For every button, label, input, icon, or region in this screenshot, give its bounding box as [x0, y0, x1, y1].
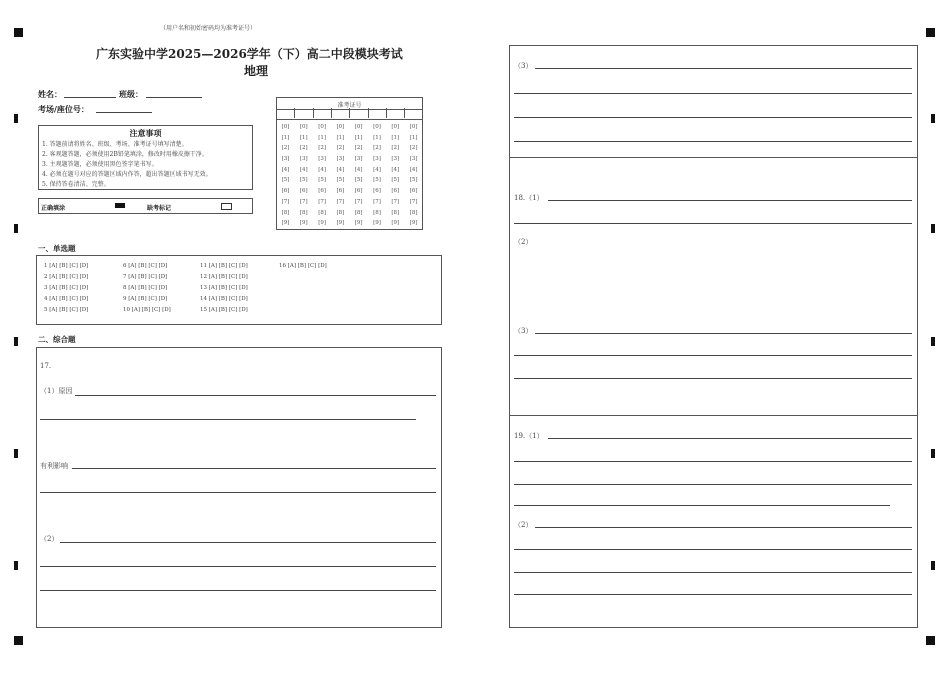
exam-id-bubble[interactable]: [7] — [391, 198, 400, 205]
header-note: （用户名和初始密码均为准考证号） — [160, 25, 257, 32]
q19-part2-label: （2） — [514, 521, 533, 529]
exam-id-bubble[interactable]: [5] — [373, 177, 381, 184]
notice-item: 2. 客观题答题，必须使用2B铅笔填涂，修改时用橡皮擦干净。 — [42, 151, 208, 158]
exam-id-bubble[interactable]: [3] — [336, 156, 345, 163]
exam-id-bubble[interactable]: [0] — [409, 124, 418, 130]
exam-id-column — [370, 122, 385, 229]
exam-id-bubble[interactable]: [4] — [318, 166, 326, 173]
exam-id-bubble[interactable]: [9] — [409, 220, 418, 227]
exam-id-bubble[interactable]: [2] — [336, 145, 345, 152]
registration-mark — [14, 28, 23, 37]
exam-id-bubble[interactable]: [7] — [409, 198, 418, 205]
registration-mark — [926, 636, 935, 645]
section2-title: 二、综合题 — [38, 335, 76, 344]
mc-question[interactable]: 15 [A] [B] [C] [D] — [200, 307, 248, 313]
fill-example-box — [38, 198, 253, 214]
exam-id-bubble[interactable]: [0] — [299, 124, 308, 130]
class-label: 班级： — [119, 90, 143, 99]
exam-id-label: 准考证号 — [337, 102, 362, 109]
timing-mark — [931, 449, 935, 458]
notice-item: 1. 答题前请将姓名、班级、考场、准考证号填写清楚。 — [42, 141, 188, 148]
exam-id-separator — [386, 108, 387, 118]
exam-id-bubble[interactable]: [6] — [409, 188, 418, 195]
answer-line[interactable] — [535, 527, 912, 528]
q17-part1-label: （1）原因 — [40, 387, 73, 395]
subject-title: 地理 — [244, 64, 269, 78]
exam-id-bubble[interactable]: [8] — [299, 209, 308, 216]
exam-id-bubble[interactable]: [4] — [299, 166, 308, 173]
q17-part3-label: （3） — [514, 62, 533, 70]
exam-id-bubble[interactable]: [7] — [354, 198, 363, 205]
exam-id-column — [351, 122, 366, 229]
exam-id-bubble[interactable]: [3] — [354, 156, 363, 163]
exam-id-bubble[interactable]: [6] — [354, 188, 363, 195]
room-field[interactable] — [96, 112, 152, 113]
exam-id-bubble[interactable]: [9] — [318, 220, 326, 227]
exam-id-separator — [349, 108, 350, 118]
exam-id-bubble[interactable]: [1] — [373, 134, 381, 141]
answer-line[interactable] — [40, 419, 416, 420]
exam-id-bubble[interactable]: [6] — [391, 188, 400, 195]
exam-id-bubble[interactable]: [3] — [299, 156, 308, 163]
q17-part2-label: （2） — [40, 535, 59, 543]
mc-question[interactable]: 8 [A] [B] [C] [D] — [123, 285, 168, 291]
exam-id-bubble[interactable]: [5] — [354, 177, 363, 184]
exam-id-bubble[interactable]: [1] — [391, 134, 400, 141]
exam-id-bubble[interactable]: [1] — [354, 134, 363, 141]
exam-id-bubble[interactable]: [8] — [409, 209, 418, 216]
answer-line[interactable] — [514, 594, 912, 595]
room-label: 考场/座位号： — [38, 105, 89, 114]
answer-line[interactable] — [514, 484, 912, 485]
exam-id-bubble[interactable]: [9] — [336, 220, 345, 227]
notice-item: 3. 主观题答题，必须使用黑色签字笔书写。 — [42, 161, 158, 168]
timing-mark — [14, 449, 18, 458]
correct-fill-label: 正确填涂 — [41, 205, 66, 212]
answer-line[interactable] — [40, 566, 436, 567]
exam-id-bubble[interactable]: [0] — [373, 124, 381, 130]
answer-line[interactable] — [514, 378, 912, 379]
missing-mark-label: 缺考标记 — [147, 205, 172, 212]
answer-line[interactable] — [535, 68, 912, 69]
answer-line[interactable] — [514, 93, 912, 94]
exam-id-bubble[interactable]: [3] — [391, 156, 400, 163]
missing-mark-box[interactable] — [221, 203, 232, 210]
exam-id-bubble[interactable]: [1] — [299, 134, 308, 141]
notice-heading: 注意事项 — [129, 128, 162, 138]
exam-id-separator — [368, 108, 369, 118]
exam-id-bubble[interactable]: [2] — [391, 145, 400, 152]
q18-part3-label: （3） — [514, 327, 533, 335]
exam-id-bubble[interactable]: [9] — [354, 220, 363, 227]
exam-id-bubble[interactable]: [0] — [281, 124, 290, 130]
exam-id-bubble[interactable]: [4] — [354, 166, 363, 173]
exam-id-bubble[interactable]: [2] — [354, 145, 363, 152]
page-title: 广东实验中学2025—2026学年（下）高二中段模块考试 — [96, 47, 403, 61]
q18-part2-label: （2） — [514, 238, 533, 246]
mc-question[interactable]: 14 [A] [B] [C] [D] — [200, 296, 248, 302]
exam-id-column — [333, 122, 348, 229]
q17-part1b-label: 有利影响 — [40, 462, 68, 470]
answer-line[interactable] — [514, 572, 912, 573]
exam-id-bubble[interactable]: [0] — [354, 124, 363, 130]
exam-id-bubble[interactable]: [1] — [336, 134, 345, 141]
exam-id-bubble[interactable]: [4] — [281, 166, 290, 173]
exam-id-bubble[interactable]: [4] — [409, 166, 418, 173]
exam-id-bubble[interactable]: [9] — [299, 220, 308, 227]
q17-answer-box — [36, 347, 442, 628]
exam-id-bubble[interactable]: [7] — [281, 198, 290, 205]
exam-id-bubble[interactable]: [6] — [336, 188, 345, 195]
answer-line[interactable] — [514, 461, 912, 462]
registration-mark — [926, 28, 935, 37]
answer-line[interactable] — [514, 117, 912, 118]
mc-question[interactable]: 13 [A] [B] [C] [D] — [200, 285, 248, 291]
exam-id-bubble[interactable]: [4] — [336, 166, 345, 173]
exam-id-separator — [404, 108, 405, 118]
exam-id-bubble[interactable]: [8] — [391, 209, 400, 216]
q18-part1-label: 18.（1） — [514, 194, 544, 202]
notice-item: 4. 必须在题号对应的答题区域内作答，超出答题区域书写无效。 — [42, 171, 212, 178]
exam-id-bubble[interactable]: [8] — [373, 209, 381, 216]
exam-id-bubble[interactable]: [5] — [299, 177, 308, 184]
exam-id-bubble[interactable]: [9] — [281, 220, 290, 227]
correct-fill-sample — [115, 203, 125, 208]
exam-id-bubble[interactable]: [2] — [409, 145, 418, 152]
exam-id-column — [296, 122, 311, 229]
answer-line[interactable] — [40, 492, 436, 493]
mc-question[interactable]: 2 [A] [B] [C] [D] — [44, 274, 89, 280]
exam-id-bubble[interactable]: [5] — [281, 177, 290, 184]
answer-line[interactable] — [514, 549, 912, 550]
timing-mark — [14, 561, 18, 570]
notice-box — [38, 125, 253, 190]
answer-line[interactable] — [514, 141, 912, 142]
timing-mark — [931, 337, 935, 346]
exam-id-bubble[interactable]: [3] — [318, 156, 326, 163]
q17-number: 17. — [40, 362, 52, 370]
mc-question[interactable]: 3 [A] [B] [C] [D] — [44, 285, 89, 291]
exam-id-bubble[interactable]: [5] — [336, 177, 345, 184]
exam-id-separator — [331, 108, 332, 118]
exam-id-bubble[interactable]: [5] — [318, 177, 326, 184]
exam-id-column — [388, 122, 403, 229]
exam-id-divider — [277, 119, 422, 120]
exam-id-bubble[interactable]: [2] — [281, 145, 290, 152]
timing-mark — [931, 224, 935, 233]
exam-id-bubble[interactable]: [3] — [373, 156, 381, 163]
exam-id-bubble[interactable]: [6] — [373, 188, 381, 195]
exam-id-bubble[interactable]: [8] — [336, 209, 345, 216]
section1-title: 一、单选题 — [38, 244, 76, 253]
exam-id-bubble[interactable]: [1] — [409, 134, 418, 141]
answer-line[interactable] — [60, 542, 436, 543]
notice-item: 5. 保持答卷清洁、完整。 — [42, 181, 110, 188]
exam-id-column — [315, 122, 330, 229]
answer-line[interactable] — [548, 200, 912, 201]
answer-line[interactable] — [535, 333, 912, 334]
exam-id-bubble[interactable]: [1] — [281, 134, 290, 141]
exam-id-bubble[interactable]: [6] — [281, 188, 290, 195]
exam-id-bubble[interactable]: [2] — [373, 145, 381, 152]
exam-id-bubble[interactable]: [0] — [336, 124, 345, 130]
answer-line[interactable] — [514, 355, 912, 356]
exam-id-column — [406, 122, 421, 229]
name-label: 姓名： — [38, 90, 62, 99]
answer-line[interactable] — [75, 395, 436, 396]
exam-id-bubble[interactable]: [9] — [373, 220, 381, 227]
timing-mark — [931, 561, 935, 570]
exam-id-bubble[interactable]: [5] — [391, 177, 400, 184]
mc-question[interactable]: 6 [A] [B] [C] [D] — [123, 263, 168, 269]
exam-id-bubble[interactable]: [3] — [409, 156, 418, 163]
class-field[interactable] — [146, 97, 202, 98]
exam-id-bubble[interactable]: [9] — [391, 220, 400, 227]
exam-id-bubble[interactable]: [0] — [318, 124, 326, 130]
exam-id-separator — [313, 108, 314, 118]
answer-line[interactable] — [514, 223, 912, 224]
exam-id-bubble[interactable]: [8] — [354, 209, 363, 216]
mc-question[interactable]: 7 [A] [B] [C] [D] — [123, 274, 168, 280]
answer-line[interactable] — [40, 590, 436, 591]
exam-id-bubble[interactable]: [8] — [318, 209, 326, 216]
answer-line[interactable] — [72, 468, 436, 469]
exam-id-bubble[interactable]: [2] — [299, 145, 308, 152]
mc-question[interactable]: 5 [A] [B] [C] [D] — [44, 307, 89, 313]
mc-question[interactable]: 4 [A] [B] [C] [D] — [44, 296, 89, 302]
exam-id-bubble[interactable]: [3] — [281, 156, 290, 163]
timing-mark — [931, 114, 935, 123]
mc-question[interactable]: 1 [A] [B] [C] [D] — [44, 263, 89, 269]
mc-question[interactable]: 9 [A] [B] [C] [D] — [123, 296, 168, 302]
exam-id-bubble[interactable]: [6] — [318, 188, 326, 195]
q19-answer-box — [509, 415, 918, 628]
exam-id-separator — [294, 108, 295, 118]
exam-id-bubble[interactable]: [1] — [318, 134, 326, 141]
exam-id-bubble[interactable]: [4] — [391, 166, 400, 173]
exam-id-bubble[interactable]: [7] — [299, 198, 308, 205]
name-field[interactable] — [64, 97, 116, 98]
mc-question[interactable]: 12 [A] [B] [C] [D] — [200, 274, 248, 280]
mc-question[interactable]: 10 [A] [B] [C] [D] — [123, 307, 171, 313]
answer-line[interactable] — [548, 438, 912, 439]
timing-mark — [14, 114, 18, 123]
exam-id-bubble[interactable]: [6] — [299, 188, 308, 195]
answer-line[interactable] — [514, 505, 890, 506]
exam-id-bubble[interactable]: [5] — [409, 177, 418, 184]
exam-id-column — [278, 122, 293, 229]
exam-id-bubble[interactable]: [7] — [318, 198, 326, 205]
exam-id-bubble[interactable]: [2] — [318, 145, 326, 152]
mc-question[interactable]: 11 [A] [B] [C] [D] — [200, 263, 248, 269]
q19-part1-label: 19.（1） — [514, 432, 544, 440]
exam-id-bubble[interactable]: [8] — [281, 209, 290, 216]
mc-question[interactable]: 16 [A] [B] [C] [D] — [279, 263, 327, 269]
registration-mark — [14, 636, 23, 645]
exam-id-bubble[interactable]: [4] — [373, 166, 381, 173]
timing-mark — [14, 337, 18, 346]
exam-id-bubble[interactable]: [7] — [373, 198, 381, 205]
exam-id-bubble[interactable]: [7] — [336, 198, 345, 205]
exam-id-bubble[interactable]: [0] — [391, 124, 400, 130]
timing-mark — [14, 224, 18, 233]
